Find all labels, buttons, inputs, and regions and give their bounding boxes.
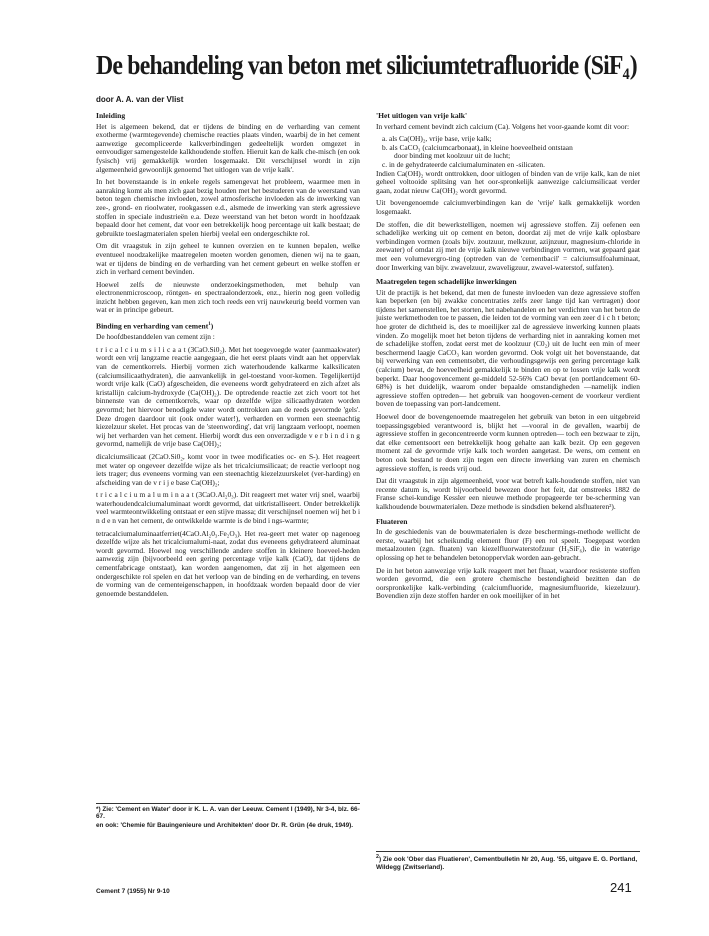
- journal-reference: Cement 7 (1955) Nr 9-10: [96, 888, 170, 895]
- footnote-2-text: ) Zie ook 'Ober das Fluatieren', Cementbulletin Nr 20, Aug. '55, uitgave E. G. Portland, Wildegg (Zwitserland).: [376, 856, 638, 871]
- heading-fluateren: Fluateren: [376, 516, 408, 526]
- paragraph: Hoewel door de bovengenoemde maatregelen het gebruik van beton in een uitgebreid toepassingsgebied verantwoord is, blijkt het —vooral in de gevallen, waarbij de agressieve stoffen in geconcentreerde vorm kunnen optreden— toch een bezwaar te zijn, dat elke cementsoort een betrekkelijk hoog gehalte aan kalk bezit. Op een gegeven moment zal de gevormde vrije kalk toch worden aangetast. De wens, om cement en beton ook bestand te doen zijn tegen een directe inwerking van zuren en chemisch agressieve stoffen, is reeds vrij oud.: [376, 412, 640, 473]
- paragraph: Dat dit vraagstuk in zijn algemeenheid, voor wat betreft kalk-houdende stoffen, niet van recente datum is, wordt bijvoorbeeld bewezen door het feit, dat omstreeks 1882 de Franse schei-kundige Kessler een nieuwe methode propageerde ter be-scherming van kalkhoudende bouwmaterialen. Deze methode is sindsdien bekend alsfluateren²).: [376, 476, 640, 511]
- paragraph: In het bovenstaande is in enkele regels samengevat het probleem, waarmee men in aanraking komt als men zich gaat bezig houden met het bestuderen van de weerstand van beton tegen chemische invloeden, zowel atmosferische invloeden als de inwerking van zee-, grond- en rioolwater, rookgassen e.d., alsmede de inwerking van sterk agressieve stoffen in speciale industrieën e.a. Deze weerstand van het beton wordt in hoofdzaak bepaald door het cement, dat voor een betrekkelijk hoog percentage uit kalk bestaat; de gebruikte toeslagmaterialen spelen hierbij veelal een ondergeschikte rol.: [96, 177, 360, 238]
- footnote-divider: [96, 803, 360, 804]
- right-column: [376, 112, 640, 912]
- paragraph: De hoofdbestanddelen van cement zijn :: [96, 332, 215, 342]
- paragraph: Indien Ca(OH)₂ wordt onttrokken, door uitlogen of binden van de vrije kalk, kan de niet geheel voltooide splitsing van het oor-spronkelijk aanwezige calciumsilicaat verder gaan, zodat nieuw Ca(OH)₂ wordt gevormd.: [376, 168, 640, 195]
- list-item: a. als Ca(OH)₂, vrije base, vrije kalk;: [382, 134, 492, 144]
- footnote-2-number: 2: [376, 854, 379, 860]
- footnote-2: [376, 854, 640, 871]
- title-close: ): [629, 50, 637, 80]
- paragraph: dicalciumsilicaat (2CaO.Si0₂, komt voor in twee modificaties oc- en S-). Het reageert met water op ongeveer dezelfde wijze als het tricalciumsilicaat; de reactie verloopt nog iets trager; dus eveneens vorming van een steenachtig kiezelzuurskelet (ver-harding) en afscheiding van de v r i j e base Ca(OH)₂;: [96, 451, 360, 487]
- heading-inleiding: Inleiding: [96, 112, 126, 120]
- heading-binding: Binding en verharding van cement$^1$): [96, 321, 214, 331]
- paragraph: Uit bovengenoemde calciumverbindingen kan de 'vrije' kalk gemakkelijk worden losgemaakt.: [376, 198, 640, 216]
- footnote-ref: 1: [208, 322, 211, 328]
- page-number: 241: [610, 880, 632, 895]
- list-item: door binding met koolzuur uit de lucht;: [394, 151, 511, 161]
- footnote-1b: en ook: 'Chemie für Bauingenieure und Architekten' door Dr. R. Grün (4e druk, 1949).: [96, 822, 354, 829]
- paragraph: tetracalciumaluminaatferriet(4CaO.Al₂0₃.Fe₂O₃). Het rea-geert met water op nagenoeg dezelfde wijze als het tricalciumalumi-naat, zodat dus eveneens gehydrateerd aluminaat wordt gevormd. Hoewel nog verschillende andere stoffen in kleinere hoeveel-heden aanwezig zijn (bijvoorbeeld een gering percentage vrije kalk (CaO), dat tijdens de cementfabricage ontstaat), kan worden aangenomen, dat zij in het algemeen een ondergeschikte rol spelen en dat het verloop van de binding en de verharding, en tevens de vorming van de cementeigenschappen, in hoofdzaak worden bepaald door de vier genoemde bestanddelen.: [96, 528, 360, 598]
- title-main: De behandeling van beton met siliciumtetrafluoride (SiF: [96, 50, 623, 80]
- paragraph: Om dit vraagstuk in zijn geheel te kunnen overzien en te kunnen bepalen, welke eventueel noodzakelijke maatregelen moeten worden genomen, dienen wij na te gaan, wat er tijdens de binding en de verharding van het cement gebeurt en welke stoffen er zich in verhard cement bevinden.: [96, 241, 360, 277]
- left-column: [96, 112, 360, 912]
- heading-maatregelen: Maatregelen tegen schadelijke inwerkingen: [376, 277, 517, 287]
- paragraph: In verhard cement bevindt zich calcium (Ca). Volgens het voor-gaande komt dit voor:: [376, 121, 630, 131]
- heading-binding-text: Binding en verharding van cement: [96, 321, 209, 331]
- paragraph: Hoewel zelfs de nieuwste onderzoekingsmethoden, met behulp van electronenmicroscoop, röntgen- en spectraalonderzoek, enz., hierin nog geen volledig inzicht hebben gegeven, kan men zich toch reeds een vrij nauwkeurig beeld vormen van wat er in principe gebeurt.: [96, 279, 360, 315]
- article-title: [96, 50, 637, 90]
- paragraph: De stoffen, die dit bewerkstelligen, noemen wij agressieve stoffen. Zij oefenen een schadelijke werking uit op cement en beton, doordat zij met de vrije kalk oplosbare verbindingen vormen (zoals bijv. zoutzuur, melkzuur, azijnzuur, magnesium-chloride in zeewater) of omdat zij met de vrije kalk nieuwe verbindingen vormen, wat gepaard gaat met een volumevergro-ting (optreden van de 'cementbacil' = calciumsulfoaluminaat, door Inwerking van bijv. zwavelzuur, zwaveligzuur, zwavel-waterstof, sulfaten).: [376, 219, 640, 272]
- paragraph: In de geschiedenis van de bouwmaterialen is deze beschermings-methode wellicht de eerste, waarbij het scheikundig element fluor (F) een rol speelt. Toegepast worden metaalzouten (zgn. fluaten) van kiezelfluorwaterstofzuur (H₂SiF₆), die in waterige oplossing op het te behandelen betonoppervlak worden aan-gebracht.: [376, 527, 640, 562]
- paragraph: t r i c a l c i u m s i l i c a a t (3CaO.Si0₂). Met het toegevoegde water (aanmaakwater) wordt een vrij langzame reactie aangegaan, die het eerst plaats vindt aan het oppervlak van de cementkorrels. Hierbij vormen zich waterhoudende kalkarme kalksilicaten (calciumsilicaathydraten), die aanvankelijk in gel-toestand voor-komen. Tegelijkertijd wordt vrije kalk (CaO) afgescheiden, die eveneens wordt gehydrateerd en zich afzet als kristallijn calcium-hydroxyde (Ca(OH)₂). De optredende reactie zet zich voort tot het binnenste van de cementkorrels, waar op dezelfde wijze silicaathydraten worden gevormd; het hiervoor benodigde water wordt onttrokken aan de reeds gevormde 'gels'. Deze drogen daardoor uit (ook onder water!), verharden en vormen een steenachtig kiezelzuur skelet. Het procas van de 'steenwording', dat vrij langzaam verloopt, noemen wij het verharden van het cement. Hierbij wordt dus een onverzadigde v e r b i n d i n g gevormd, namelijk de vrije base Ca(OH)₂;: [96, 344, 360, 449]
- paragraph: t r i c a l c i u m a l u m i n a a t (3CaO.Al₂0₃). Dit reageert met water vrij snel, waarbij waterhoudendcalciumaluminaat wordt gevormd, dat uitkristalliseert. Onder betrekkelijk veel warmteontwikkeling ontstaat er een stijve massa; dit verschijnsel noemen wij het b i n d e n van het cement, de ontwikkelde warmte is de bind i ngs-warmte;: [96, 490, 360, 526]
- title-subscript: 4: [622, 66, 630, 83]
- heading-uitlogen: 'Het uitlogen van vrije kalk': [376, 112, 468, 120]
- list-item: b. als CaCO₃ (calciumcarbonaat), in kleine hoeveelheid ontstaan: [382, 142, 573, 152]
- list-item: c. in de gehydrateerde calciumaluminaten en -silicaten.: [382, 159, 545, 169]
- footnote-divider: [376, 851, 640, 852]
- paragraph: De in het beton aanwezige vrije kalk reageert met het fluaat, waardoor resistente stoffen worden gevormd, die een grotere chemische bestendigheid bezitten dan de oorspronkelijke kalk-verbinding (calciumfluoride, magnesiumfluoride, kiezelzuur). Bovendien zijn deze stoffen harder en ook moeilijker of in het: [376, 565, 640, 601]
- author-line: door A. A. van der Vlist: [96, 95, 184, 104]
- paragraph: Het is algemeen bekend, dat er tijdens de binding en de verharding van cement exotherme (warmtegevende) chemische reacties plaats vinden, waarbij de in het cement aanwezige gecompliceerde kalkverbindingen gedeeltelijk worden omgezet in eenvoudiger samengestelde kalkhoudende stoffen. Hieruit kan de kalk che-misch (en ook fysisch) vrij gemakkelijk worden losgemaakt. Dit verschijnsel wordt in zijn algemeenheid gewoonlijk genoemd 'het uitlogen van de vrije kalk'.: [96, 121, 360, 174]
- footnote-1: *) Zie: 'Cement en Water' door ir K. L. A. van der Leeuw. Cement I (1949), Nr 3-4, blz. 66-67.: [96, 806, 360, 821]
- paragraph: Uit de practijk is het bekend, dat men de funeste invloeden van deze agressieve stoffen kan beperken (en bij zwakke concentraties zelfs zeer lange tijd kan vertragen) door tijdens het samenstellen, het storten, het nabehandelen en het verdichten van het beton de juiste werkmethoden toe te passen, die leiden tot de vorming van een zeer d i c h t beton; hoe groter de dichtheid is, des te moeilijker zal de agressieve inwerking kunnen plaats vinden. Zo mogelijk moet het beton tijdens de verharding niet in aanraking komen met de schadelijke stoffen, zodat eerst met de koolzuur (C0₂) uit de lucht een min of meer beschermend laagje CaCO₃ kan worden gevormd. Ook volgt uit het bovenstaande, dat bij verwerking van een cementsobrt, die verhoudingsgewijs een gering percentage kalk (calcium) bevat, de hoeveelheid gemakkelijk te binden en op te lossen vrije kalk wordt beperkt. Daar hoogovencement ge-middeld 52-56% CaO bevat (en portlandcement 60-68%) is het duidelijk, waarom onder bepaalde omstandigheden —namelijk indien agressieve stoffen optreden— het gebruik van hoogoven-cement de voorkeur verdient boven de toepassing van port-landcement.: [376, 287, 640, 409]
